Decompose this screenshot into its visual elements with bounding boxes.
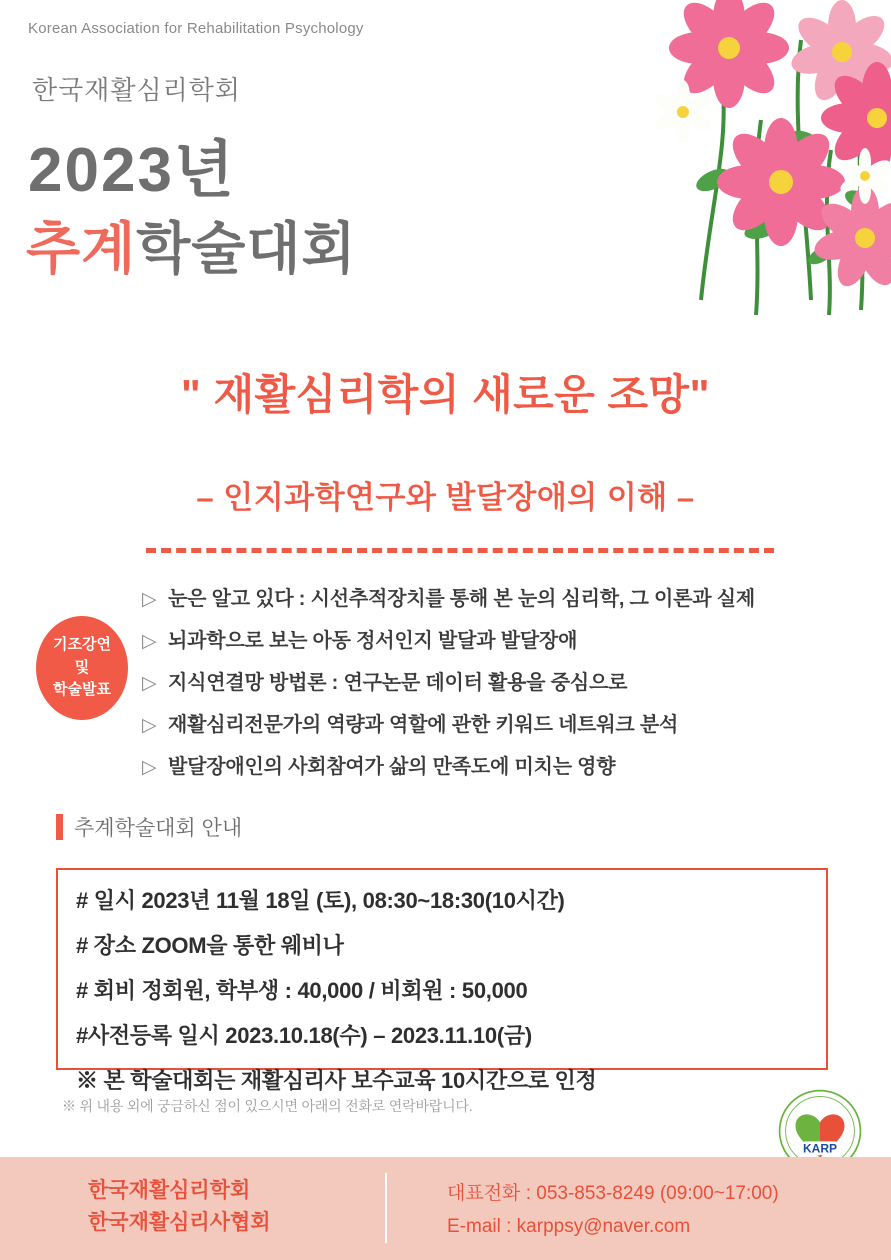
event-year: 2023년 — [28, 136, 236, 205]
list-item — [142, 708, 842, 737]
contact-note: ※ 위 내용 외에 궁금하신 점이 있으시면 아래의 전화로 연락바랍니다. — [62, 1098, 473, 1114]
triangle-marker-icon: ▷ — [142, 715, 157, 736]
conference-title-plain: 학술대회 — [136, 217, 357, 280]
organization-name-english: Korean Association for Rehabilitation Psychology — [28, 20, 364, 37]
triangle-marker-icon: ▷ — [142, 631, 157, 652]
karp-logo-text: KARP — [802, 1141, 838, 1156]
keynote-badge-line1: 기조강연 — [53, 636, 111, 654]
cosmos-flowers-illustration — [461, 0, 891, 320]
keynote-badge-line2: 및 — [74, 658, 90, 676]
topic-label: 뇌과학으로 보는 아동 정서인지 발달과 발달장애 — [168, 630, 578, 652]
theme-main: " 재활심리학의 새로운 조망" — [180, 371, 711, 418]
topic-label: 재활심리전문가의 역량과 역할에 관한 키워드 네트워크 분석 — [168, 714, 679, 736]
footer-organization — [88, 1175, 271, 1238]
dashed-divider — [146, 548, 774, 553]
organization-name-korean: 한국재활심리학회 — [32, 75, 241, 105]
list-item — [142, 666, 842, 695]
section-accent-bar — [56, 814, 63, 840]
info-line-venue: # 장소 ZOOM을 통한 웨비나 — [76, 933, 344, 958]
footer-org-line1: 한국재활심리학회 — [88, 1179, 251, 1202]
section-heading — [56, 812, 242, 842]
topic-label: 지식연결망 방법론 : 연구논문 데이터 활용을 중심으로 — [168, 672, 628, 694]
topic-label: 발달장애인의 사회참여가 삶의 만족도에 미치는 영향 — [168, 756, 616, 778]
info-line-credit: ※ 본 학술대회는 재활심리사 보수교육 10시간으로 인정 — [76, 1068, 597, 1093]
keynote-badge — [36, 616, 128, 720]
theme-subtitle: – 인지과학연구와 발달장애의 이해 – — [196, 480, 695, 515]
footer-bar — [0, 1157, 891, 1260]
list-item — [142, 582, 842, 611]
keynote-badge-line3: 학술발표 — [53, 681, 111, 699]
footer-contact — [447, 1177, 779, 1244]
footer-phone: 대표전화 : 053-853-8249 (09:00~17:00) — [447, 1183, 779, 1204]
conference-title-highlight: 추계 — [26, 217, 137, 280]
event-info-box — [56, 868, 828, 1093]
list-item — [142, 750, 842, 779]
info-line-fee: # 회비 정회원, 학부생 : 40,000 / 비회원 : 50,000 — [76, 978, 528, 1003]
info-line-date: # 일시 2023년 11월 18일 (토), 08:30~18:30(10시간) — [76, 888, 565, 913]
conference-title — [26, 205, 357, 285]
section-heading-label: 추계학술대회 안내 — [74, 817, 243, 840]
triangle-marker-icon: ▷ — [142, 673, 157, 694]
footer-org-line2: 한국재활심리사협회 — [88, 1210, 271, 1234]
triangle-marker-icon: ▷ — [142, 757, 157, 778]
topic-label: 눈은 알고 있다 : 시선추적장치를 통해 본 눈의 심리학, 그 이론과 실제 — [168, 588, 755, 610]
triangle-marker-icon: ▷ — [142, 589, 157, 610]
info-line-preregistration: #사전등록 일시 2023.10.18(수) – 2023.11.10(금) — [76, 1023, 532, 1048]
topic-list — [142, 582, 842, 792]
footer-email: E-mail : karppsy@naver.com — [447, 1216, 691, 1238]
footer-divider — [385, 1173, 387, 1243]
list-item — [142, 624, 842, 653]
